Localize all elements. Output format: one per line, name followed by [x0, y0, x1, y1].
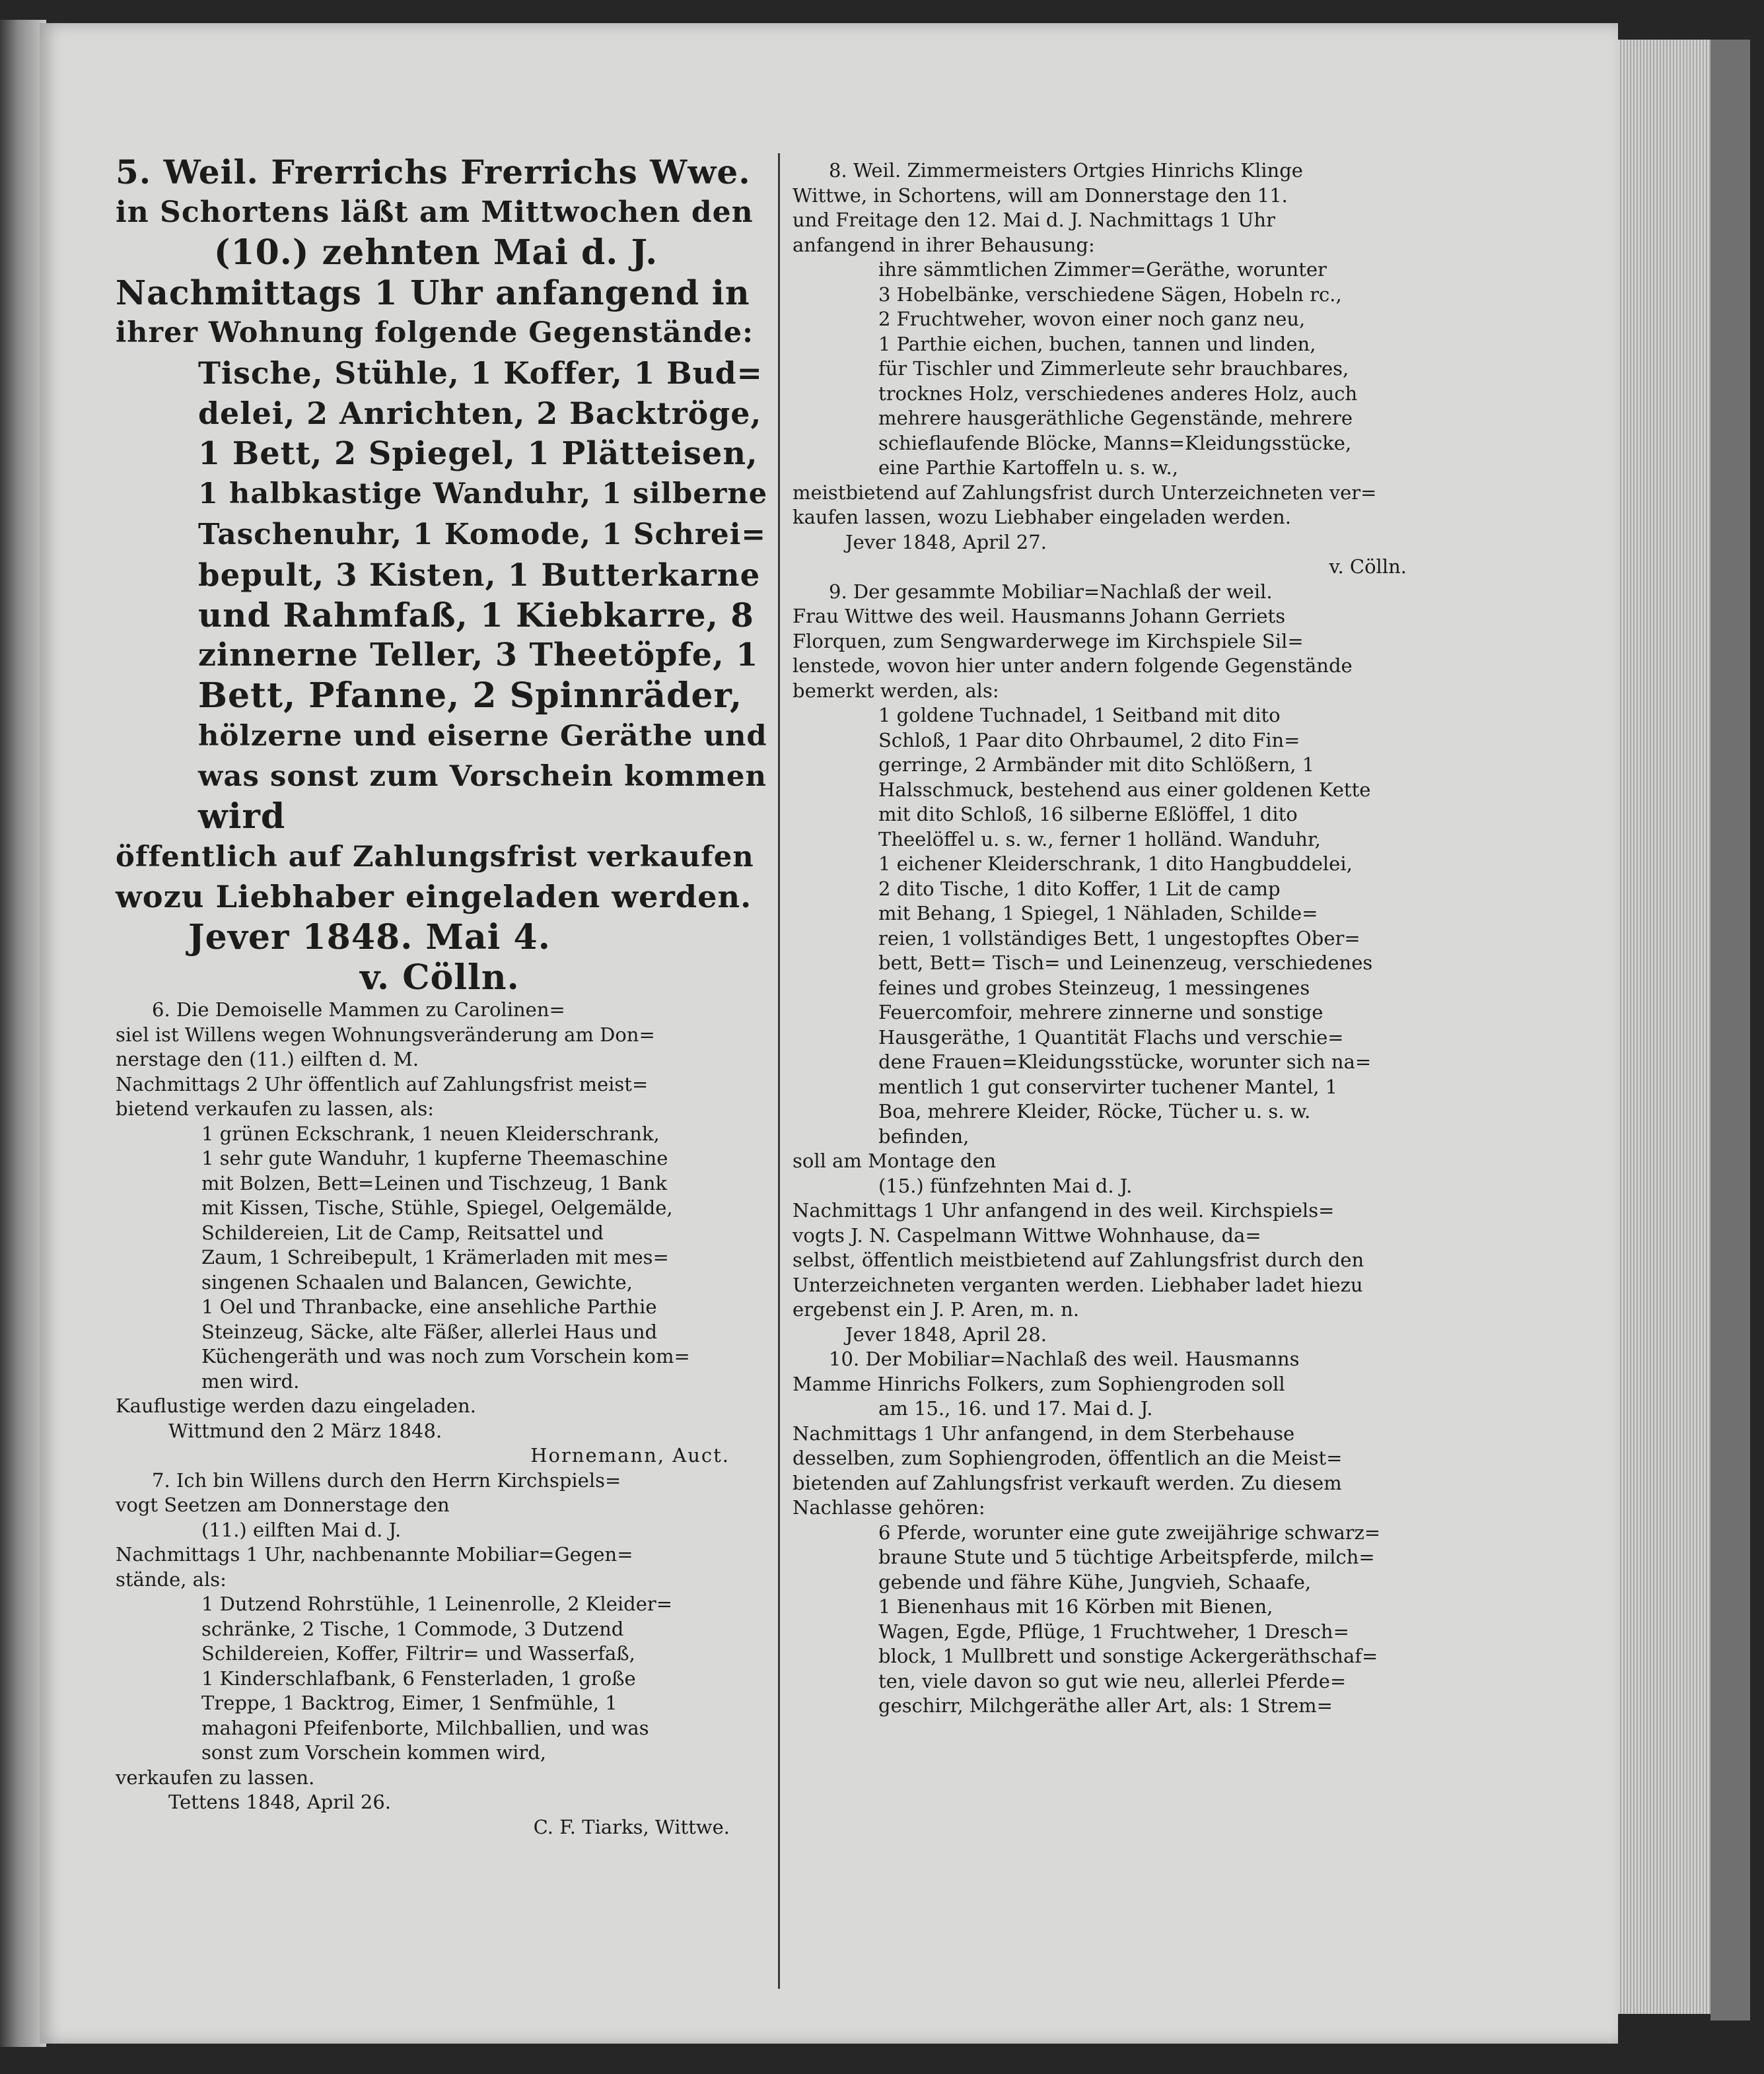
notice-line: Feuercomfoir, mehrere zinnerne und sonstige [878, 1001, 1323, 1023]
notice-line: Küchengeräth und was noch zum Vorschein kom= [201, 1345, 690, 1367]
notice-line: 1 Parthie eichen, buchen, tannen und linden, [878, 332, 1316, 355]
notice-line: befinden, [878, 1124, 970, 1148]
notice-line: stände, als: [116, 1568, 227, 1591]
notice-line: 1 goldene Tuchnadel, 1 Seitband mit dito [878, 704, 1281, 726]
notice-line: 1 halbkastige Wanduhr, 1 silberne [198, 477, 768, 510]
notice-line: soll am Montage den [793, 1150, 997, 1172]
notice-line: Nachmittags 2 Uhr öffentlich auf Zahlungsfrist meist= [116, 1072, 649, 1095]
column-divider [778, 153, 780, 1989]
notice-line: feines und grobes Steinzeug, 1 messingenes [878, 976, 1310, 999]
notice-line: block, 1 Mullbrett und sonstige Ackergeräthschaf= [878, 1645, 1378, 1667]
left-column [116, 152, 768, 2001]
notice-line: Schildereien, Koffer, Filtrir= und Wasserfaß, [201, 1642, 635, 1665]
notice-line: men wird. [201, 1369, 300, 1393]
notice-line: Theelöffel u. s. w., ferner 1 holländ. Wanduhr, [878, 827, 1321, 850]
notice-line: Frau Wittwe des weil. Hausmanns Johann Gerriets [793, 605, 1286, 627]
notice-line: reien, 1 vollständiges Bett, 1 ungestopftes Ober= [878, 926, 1360, 950]
notice-line: 8. Weil. Zimmermeisters Ortgies Hinrichs Klinge [829, 159, 1303, 182]
notice-line: bietend verkaufen zu lassen, als: [116, 1097, 435, 1120]
notice-line: lenstede, wovon hier unter andern folgende Gegenstände [793, 654, 1353, 677]
notice-line: ihre sämmtlichen Zimmer=Geräthe, worunter [878, 258, 1327, 281]
notice-line: Nachmittags 1 Uhr anfangend, in dem Sterbehause [793, 1422, 1295, 1445]
notice-line: vogts J. N. Caspelmann Wittwe Wohnhause, da= [793, 1224, 1261, 1247]
notice-line: selbst, öffentlich meistbietend auf Zahlungsfrist durch den [793, 1249, 1364, 1271]
notice-line: nerstage den (11.) eilften d. M. [116, 1048, 419, 1070]
notice-line: kaufen lassen, wozu Liebhaber eingeladen werden. [793, 506, 1291, 528]
notice-date: Jever 1848, April 28. [845, 1323, 1047, 1346]
notice-line: Tische, Stühle, 1 Koffer, 1 Bud= [198, 355, 763, 391]
notice-line: 1 Oel und Thranbacke, eine ansehliche Parthie [201, 1296, 657, 1318]
notice-line: ergebenst ein J. P. Aren, m. n. [793, 1298, 1080, 1321]
notice-line: hölzerne und eiserne Geräthe und [198, 719, 767, 753]
notice-line: Wittwe, in Schortens, will am Donnerstage den 11. [793, 184, 1288, 207]
notice-line: braune Stute und 5 tüchtige Arbeitspferde, milch= [878, 1546, 1375, 1568]
notice-line: Treppe, 1 Backtrog, Eimer, 1 Senfmühle, 1 [201, 1692, 617, 1714]
notice-line: trocknes Holz, verschiedenes anderes Holz, auch [878, 382, 1358, 405]
notice-line: Wagen, Egde, Pflüge, 1 Fruchtweher, 1 Dresch= [878, 1620, 1349, 1643]
notice-line: Halsschmuck, bestehend aus einer goldenen Kette [878, 778, 1371, 801]
notice-line: für Tischler und Zimmerleute sehr brauchbares, [878, 357, 1349, 380]
notice-line: eine Parthie Kartoffeln u. s. w., [878, 456, 1178, 479]
notice-line: Zaum, 1 Schreibepult, 1 Krämerladen mit mes= [201, 1246, 669, 1268]
notice-line: Nachmittags 1 Uhr, nachbenannte Mobiliar=Gegen= [116, 1543, 633, 1566]
notice-line: (15.) fünfzehnten Mai d. J. [878, 1174, 1133, 1197]
notice-8 [793, 158, 1433, 580]
notice-line: meistbietend auf Zahlungsfrist durch Unterzeichneten ver= [793, 481, 1377, 504]
notice-line: 2 Fruchtweher, wovon einer noch ganz neu, [878, 308, 1306, 330]
notice-line: öffentlich auf Zahlungsfrist verkaufen [116, 840, 754, 874]
notice-line: Taschenuhr, 1 Komode, 1 Schrei= [198, 518, 766, 551]
notice-signature: v. Cölln. [360, 957, 520, 998]
notice-line: Schloß, 1 Paar dito Ohrbaumel, 2 dito Fin= [878, 728, 1300, 751]
notice-date: Jever 1848, April 27. [845, 530, 1047, 553]
notice-line: gebende und fähre Kühe, Jungvieh, Schaafe, [878, 1570, 1312, 1593]
notice-line: 1 Kinderschlafbank, 6 Fensterladen, 1 große [201, 1667, 636, 1690]
notice-line: 6 Pferde, worunter eine gute zweijährige schwarz= [878, 1521, 1381, 1544]
notice-line: mit Bolzen, Bett=Leinen und Tischzeug, 1 Bank [201, 1171, 667, 1194]
notice-line: und Freitage den 12. Mai d. J. Nachmittags 1 Uhr [793, 209, 1275, 231]
notice-date: Wittmund den 2 März 1848. [168, 1419, 442, 1442]
notice-line: Mamme Hinrichs Folkers, zum Sophiengroden soll [793, 1372, 1285, 1395]
notice-line: verkaufen zu lassen. [116, 1766, 315, 1789]
notice-signature: Hornemann, Auct. [530, 1444, 730, 1467]
notice-line: am 15., 16. und 17. Mai d. J. [878, 1397, 1153, 1420]
notice-line: vogt Seetzen am Donnerstage den [116, 1494, 450, 1516]
notice-line: mentlich 1 gut conservirter tuchener Mantel, 1 [878, 1075, 1338, 1098]
notice-line: Boa, mehrere Kleider, Röcke, Tücher u. s. w. [878, 1100, 1311, 1123]
notice-6 [116, 998, 756, 1469]
notice-line: was sonst zum Vorschein kommen [198, 759, 767, 793]
notice-line: schieflaufende Blöcke, Manns=Kleidungsstücke, [878, 431, 1352, 454]
notice-line: mehrere hausgeräthliche Gegenstände, mehrere [878, 407, 1353, 429]
right-column [793, 158, 1433, 2007]
notice-line: 1 Bienenhaus mit 16 Körben mit Bienen, [878, 1595, 1273, 1618]
notice-line: Bett, Pfanne, 2 Spinnräder, [198, 675, 743, 716]
notice-signature: v. Cölln. [1329, 555, 1407, 578]
notice-9 [793, 580, 1433, 1348]
notice-line: 1 Bett, 2 Spiegel, 1 Plätteisen, [198, 435, 758, 472]
notice-line: Hausgeräthe, 1 Quantität Flachs und verschie= [878, 1025, 1344, 1049]
notice-line: 5. Weil. Frerrichs Frerrichs Wwe. [116, 153, 751, 191]
notice-date: Tettens 1848, April 26. [168, 1791, 391, 1813]
notice-line: Steinzeug, Säcke, alte Fäßer, allerlei Haus und [201, 1320, 658, 1343]
notice-line: mit Behang, 1 Spiegel, 1 Nähladen, Schilde= [878, 902, 1318, 924]
notice-line: 7. Ich bin Willens durch den Herrn Kirchspiels= [152, 1469, 621, 1492]
book-cover-edge [1711, 40, 1750, 2021]
notice-line: siel ist Willens wegen Wohnungsveränderung am Don= [116, 1023, 655, 1046]
notice-line: 9. Der gesammte Mobiliar=Nachlaß der weil. [829, 580, 1273, 603]
notice-line: geschirr, Milchgeräthe aller Art, als: 1 Strem= [878, 1694, 1333, 1717]
notice-line: 1 sehr gute Wanduhr, 1 kupferne Theemaschine [201, 1147, 668, 1169]
notice-line: delei, 2 Anrichten, 2 Backtröge, [198, 396, 762, 431]
notice-line: Nachmittags 1 Uhr anfangend in [116, 273, 750, 312]
notice-line: wozu Liebhaber eingeladen werden. [116, 879, 752, 915]
notice-line: (11.) eilften Mai d. J. [201, 1518, 402, 1541]
notice-line: Unterzeichneten verganten werden. Liebhaber ladet hiezu [793, 1273, 1363, 1296]
notice-line: 1 grünen Eckschrank, 1 neuen Kleiderschrank, [201, 1122, 660, 1145]
notice-line: wird [198, 796, 286, 837]
notice-line: Nachlasse gehören: [793, 1496, 985, 1519]
notice-line: ten, viele davon so gut wie neu, allerlei Pferde= [878, 1669, 1347, 1692]
notice-line: ihrer Wohnung folgende Gegenstände: [116, 316, 754, 349]
notice-line: Florquen, zum Sengwarderwege im Kirchspiele Sil= [793, 629, 1304, 652]
notice-line: bett, Bett= Tisch= und Leinenzeug, verschiedenes [878, 951, 1373, 974]
notice-line: 2 dito Tische, 1 dito Koffer, 1 Lit de camp [878, 877, 1281, 900]
notice-line: Schildereien, Lit de Camp, Reitsattel und [201, 1221, 604, 1244]
notice-line: (10.) zehnten Mai d. J. [213, 232, 658, 273]
page-stack-edge [1611, 40, 1714, 2014]
notice-line: Kauflustige werden dazu eingeladen. [116, 1395, 476, 1417]
notice-line: bietenden auf Zahlungsfrist verkauft werden. Zu diesem [793, 1471, 1342, 1494]
notice-line: mit Kissen, Tische, Stühle, Spiegel, Oelgemälde, [201, 1196, 673, 1219]
notice-7 [116, 1469, 756, 1840]
notice-line: singenen Schaalen und Balancen, Gewichte, [201, 1270, 633, 1294]
notice-line: bemerkt werden, als: [793, 679, 999, 702]
notice-line: gerringe, 2 Armbänder mit dito Schlößern, 1 [878, 753, 1315, 776]
notice-line: Nachmittags 1 Uhr anfangend in des weil. Kirchspiels= [793, 1199, 1335, 1222]
notice-line: 1 Dutzend Rohrstühle, 1 Leinenrolle, 2 Kleider= [201, 1593, 673, 1615]
notice-line: 1 eichener Kleiderschrank, 1 dito Hangbuddelei, [878, 852, 1353, 875]
notice-line: sonst zum Vorschein kommen wird, [201, 1741, 547, 1764]
notice-signature: C. F. Tiarks, Wittwe. [533, 1815, 730, 1838]
notice-line: zinnerne Teller, 3 Theetöpfe, 1 [198, 637, 759, 674]
notice-line: 3 Hobelbänke, verschiedene Sägen, Hobeln rc., [878, 283, 1342, 306]
notice-line: 10. Der Mobiliar=Nachlaß des weil. Hausmanns [829, 1348, 1300, 1370]
notice-line: mit dito Schloß, 16 silberne Eßlöffel, 1 dito [878, 803, 1298, 825]
notice-line: 6. Die Demoiselle Mammen zu Carolinen= [152, 998, 565, 1021]
notice-line: dene Frauen=Kleidungsstücke, worunter sich na= [878, 1051, 1372, 1073]
notice-5 [116, 152, 768, 998]
notice-line: anfangend in ihrer Behausung: [793, 233, 1095, 256]
notice-date: Jever 1848. Mai 4. [188, 917, 551, 957]
notice-line: schränke, 2 Tische, 1 Commode, 3 Dutzend [201, 1617, 624, 1640]
notice-line: in Schortens läßt am Mittwochen den [116, 195, 754, 229]
notice-line: bepult, 3 Kisten, 1 Butterkarne [198, 557, 761, 593]
notice-line: mahagoni Pfeifenborte, Milchballien, und was [201, 1716, 649, 1739]
notice-10 [793, 1347, 1433, 1719]
notice-line: und Rahmfaß, 1 Kiebkarre, 8 [198, 596, 754, 635]
notice-line: desselben, zum Sophiengroden, öffentlich an die Meist= [793, 1447, 1343, 1469]
